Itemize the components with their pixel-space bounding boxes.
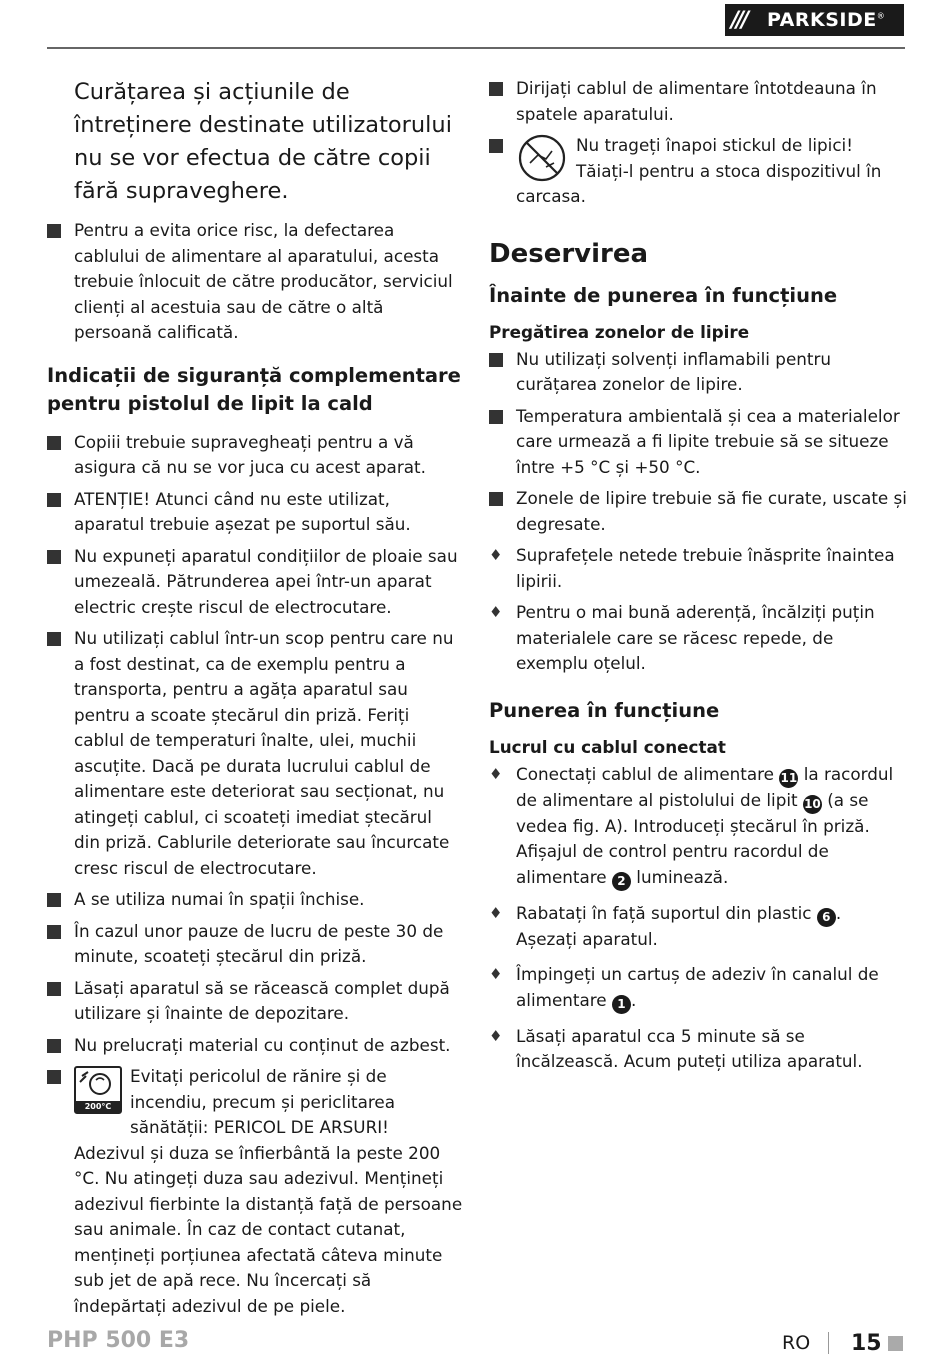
square-bullet-icon — [47, 493, 61, 507]
list-item — [47, 626, 463, 881]
footer-separator — [828, 1332, 829, 1354]
logo-text — [767, 9, 885, 31]
list-item — [47, 218, 463, 346]
logo-slashes: /// — [731, 7, 747, 33]
diamond-bullet-icon: ♦ — [489, 603, 503, 621]
step-item — [489, 543, 907, 594]
step-text: Conectați cablul de alimentare — [516, 763, 780, 784]
model-number: PHP 500 E3 — [47, 1328, 190, 1353]
square-bullet-icon — [47, 550, 61, 564]
language-code: RO — [782, 1332, 811, 1354]
step-item — [489, 1024, 907, 1075]
list-item — [47, 919, 463, 970]
step-text: Rabatați în față suportul din plastic — [516, 902, 817, 923]
square-bullet-icon — [489, 492, 503, 506]
page-footer — [782, 1328, 907, 1358]
square-bullet-icon — [47, 982, 61, 996]
step-item — [489, 762, 907, 891]
item-text: A se utiliza numai în spații închise. — [74, 889, 365, 909]
square-bullet-icon — [47, 925, 61, 939]
callout-number: 1 — [612, 995, 631, 1014]
item-text: Pentru a evita orice risc, la defectarea cablului de alimentare al aparatului, acesta trebuie înlocuit de către producător, serviciul clienți al acestuia sau de către o altă persoană calificată. — [74, 220, 453, 342]
item-text: Copiii trebuie supravegheați pentru a vă asigura că nu se vor juca cu acest aparat. — [74, 431, 426, 477]
item-text: Pentru o mai bună aderență, încălziți puțin materialele care se răcesc repede, de exemplu oțelul. — [516, 602, 875, 673]
logo-registered: ® — [876, 11, 886, 21]
heading-prep: Pregătirea zonelor de lipire — [489, 321, 750, 342]
item-text: Nu utilizați solvenți inflamabili pentru curățarea zonelor de lipire. — [516, 348, 832, 394]
square-bullet-icon — [47, 224, 61, 238]
step-text: Împingeți un cartuș de adeziv în canalul de alimentare — [516, 964, 879, 1010]
square-bullet-icon — [489, 139, 503, 153]
left-column — [47, 76, 463, 1325]
square-bullet-icon — [489, 82, 503, 96]
item-text: În cazul unor pauze de lucru de peste 30 de minute, scoateți ștecărul din priză. — [74, 920, 444, 966]
callout-number: 11 — [779, 769, 798, 788]
parkside-logo — [725, 4, 904, 36]
list-item — [489, 404, 907, 481]
item-text: Temperatura ambientală și cea a materialelor care urmează a fi lipite trebuie să se situeze între +5 °C și +50 °C. — [516, 405, 900, 477]
step-text: (a se vedea fig. A). Introduceți ștecărul în priză. Afișajul de control pentru racordul de alimentare — [516, 789, 870, 887]
no-pull-glue-stick-icon — [516, 133, 568, 183]
list-item — [47, 887, 463, 913]
step-item — [489, 962, 907, 1014]
step-text: . Așezați aparatul. — [516, 902, 842, 949]
item-text: Nu expuneți aparatul condițiilor de ploaie sau umezeală. Pătrunderea apei într-un aparat electric crește riscul de electrocutare. — [74, 545, 458, 617]
step-text: la racordul de alimentare al pistolului de lipit — [516, 763, 894, 810]
square-bullet-icon — [47, 893, 61, 907]
step-text: . — [630, 989, 637, 1010]
list-item — [489, 76, 907, 127]
item-text: Nu prelucrați material cu conținut de azbest. — [74, 1034, 451, 1055]
logo-brand-name: PARKSIDE — [767, 9, 877, 31]
item-text: Nu utilizați cablul într-un scop pentru care nu a fost destinat, ca de exemplu pentru a transporta, pentru a agăța aparatul sau pentru a scoate ștecărul din priză. Feriți cablul de temperaturi înalte, ulei, muchii ascuțite. Dacă pe durata lucrului cablul de alimentare este deteriorat sau secționat, nu atingeți cablul, ci scoateți imediat ștecărul din priză. Cablurile deteriorate sau încurcate cresc riscul de electrocutare. — [74, 628, 454, 878]
square-bullet-icon — [489, 410, 503, 424]
diamond-bullet-icon: ♦ — [489, 1026, 503, 1045]
section-title: Indicații de siguranță complementare pentru pistolul de lipit la cald — [47, 363, 461, 415]
square-bullet-icon — [47, 1070, 61, 1084]
hot-nozzle-icon — [76, 1068, 120, 1102]
step-text: luminează. — [630, 866, 729, 887]
step-item — [489, 600, 907, 677]
list-item — [489, 347, 907, 398]
item-text: ATENȚIE! Atunci când nu este utilizat, aparatul trebuie așezat pe suportul său. — [74, 488, 411, 534]
square-bullet-icon — [47, 632, 61, 646]
list-item — [47, 544, 463, 621]
diamond-bullet-icon: ♦ — [489, 903, 503, 922]
callout-number: 2 — [612, 872, 631, 891]
callout-number: 10 — [803, 795, 822, 814]
temperature-label: 200°C — [76, 1101, 120, 1112]
heading-operation: Deservirea — [489, 238, 649, 269]
right-column — [489, 76, 907, 1081]
square-bullet-icon — [489, 353, 503, 367]
burn-warning-item — [47, 1064, 463, 1319]
diamond-bullet-icon: ♦ — [489, 546, 503, 564]
intro-paragraph: Curățarea și acțiunile de întreținere destinate utilizatorului nu se vor efectua de către copii fără supraveghere. — [74, 79, 452, 204]
item-text: Zonele de lipire trebuie să fie curate, uscate și degresate. — [516, 488, 907, 534]
heading-startup: Punerea în funcțiune — [489, 698, 720, 722]
list-item — [47, 976, 463, 1027]
diamond-bullet-icon: ♦ — [489, 764, 503, 783]
callout-number: 6 — [817, 908, 836, 927]
heading-wired: Lucrul cu cablul conectat — [489, 736, 726, 757]
heading-before-startup: Înainte de punerea în funcțiune — [489, 283, 838, 307]
list-item — [47, 1033, 463, 1059]
hot-surface-icon — [74, 1066, 122, 1114]
item-text: Dirijați cablul de alimentare întotdeauna în spatele aparatului. — [516, 78, 877, 124]
item-text: Suprafețele netede trebuie înăsprite înaintea lipirii. — [516, 545, 895, 591]
item-text: Lăsați aparatul să se răcească complet după utilizare și înainte de depozitare. — [74, 977, 450, 1023]
square-bullet-icon — [47, 1039, 61, 1053]
page-number: 15 — [851, 1330, 882, 1356]
diamond-bullet-icon: ♦ — [489, 965, 503, 983]
list-item — [489, 486, 907, 537]
list-item — [47, 487, 463, 538]
step-text: Lăsați aparatul cca 5 minute să se încălzească. Acum puteți utiliza aparatul. — [516, 1025, 863, 1071]
header-divider — [47, 47, 905, 49]
square-bullet-icon — [47, 436, 61, 450]
page-square-icon — [888, 1336, 903, 1351]
item-text: Nu trageți înapoi stickul de lipici! Tăiați-l pentru a stoca dispozitivul în carcasa. — [516, 135, 882, 206]
step-item — [489, 901, 907, 953]
item-text: Evitați pericolul de rănire și de incendiu, precum și periclitarea sănătății: PERICOL DE ARSURI! Adezivul și duza se înfierbântă la peste 200 °C. Nu atingeți duza sau adezivul. Mențineți adezivul fierbinte la distanță față de persoane sau animale. În caz de contact cutanat, mențineți porțiunea afectată câteva minute sub jet de apă rece. Nu încercați să îndepărtați adezivul de pe piele. — [74, 1066, 463, 1316]
list-item — [47, 430, 463, 481]
no-pull-warning-item — [489, 133, 907, 210]
